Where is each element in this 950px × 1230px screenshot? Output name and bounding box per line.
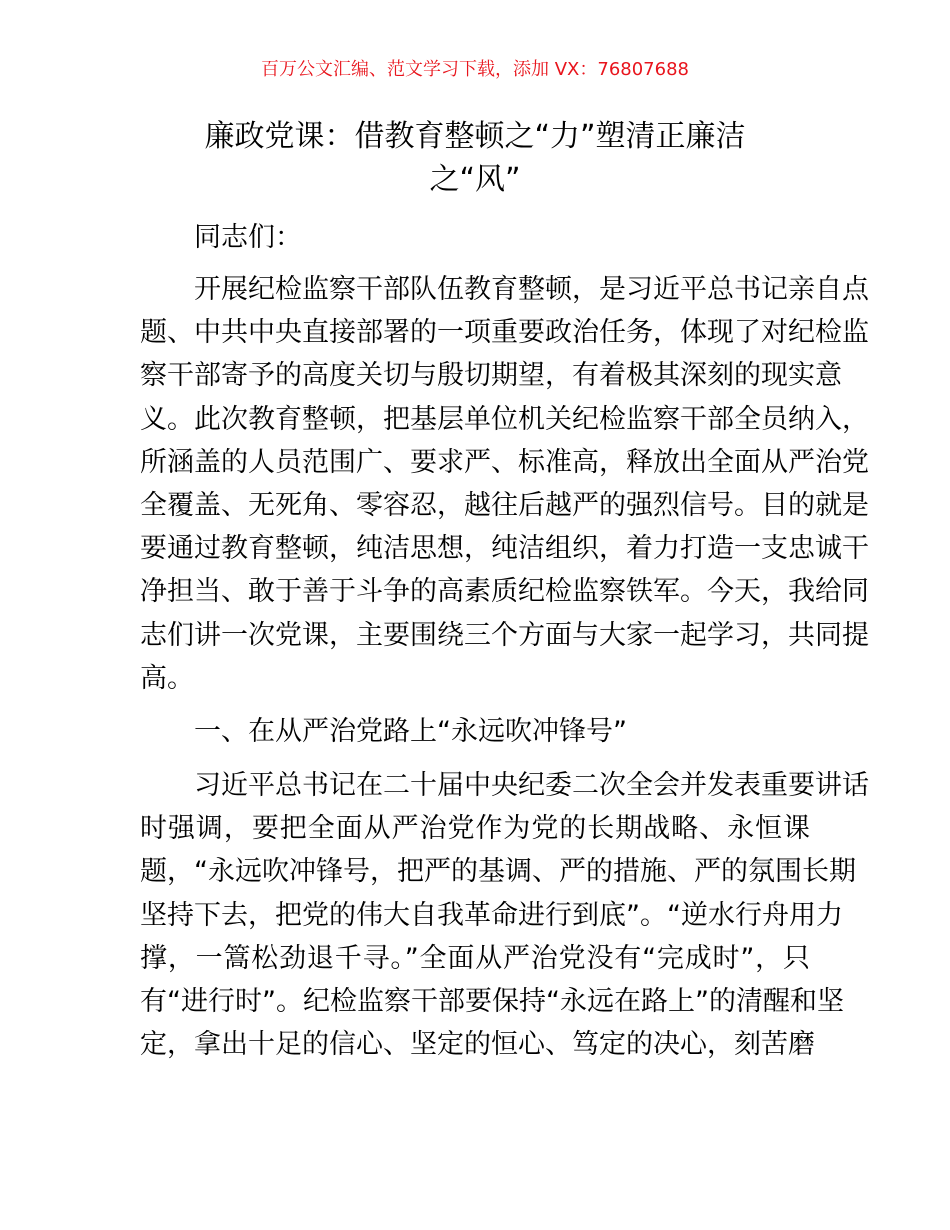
paragraph-line: 坚持下去，把党的伟大自我革命进行到底”。“逆水行舟用力 xyxy=(140,899,843,931)
paragraph-line: 定，拿出十足的信心、坚定的恒心、笃定的决心，刻苦磨 xyxy=(140,1029,815,1061)
watermark-text: 百万公文汇编、范文学习下载，添加 VX：76807688 xyxy=(261,59,689,80)
paragraph-line: 志们讲一次党课，主要围绕三个方面与大家一起学习，共同提 xyxy=(140,619,869,651)
paragraph-line: 高。 xyxy=(140,662,194,694)
paragraph-2 xyxy=(140,764,869,1066)
paragraph-line: 净担当、敢于善于斗争的高素质纪检监察铁军。今天，我给同 xyxy=(140,576,869,608)
salutation xyxy=(140,216,810,259)
paragraph-line: 题、中共中央直接部署的一项重要政治任务，体现了对纪检监 xyxy=(140,317,869,349)
document-title xyxy=(140,115,810,201)
section-heading xyxy=(140,710,810,753)
paragraph-line: 义。此次教育整顿，把基层单位机关纪检监察干部全员纳入， xyxy=(140,403,869,435)
paragraph-line: 题，“永远吹冲锋号，把严的基调、严的措施、严的氛围长期 xyxy=(140,856,856,888)
title-line: 廉政党课：借教育整顿之“力”塑清正廉洁 xyxy=(204,119,746,154)
title-line: 之“风” xyxy=(429,162,521,197)
paragraph-line: 全覆盖、无死角、零容忍，越往后越严的强烈信号。目的就是 xyxy=(140,489,869,521)
paragraph-line: 撑，一篙松劲退千寻。”全面从严治党没有“完成时”，只 xyxy=(140,942,810,974)
paragraph-line: 习近平总书记在二十届中央纪委二次全会并发表重要讲话 xyxy=(194,770,869,801)
paragraph-1 xyxy=(140,268,869,700)
paragraph-line: 所涵盖的人员范围广、要求严、标准高，释放出全面从严治党 xyxy=(140,446,869,478)
paragraph-line: 时强调，要把全面从严治党作为党的长期战略、永恒课 xyxy=(140,813,810,845)
salutation-text: 同志们： xyxy=(194,222,302,253)
paragraph-line: 要通过教育整顿，纯洁思想，纯洁组织，着力打造一支忠诚干 xyxy=(140,533,869,565)
section-1-heading: 一、在从严治党路上“永远吹冲锋号” xyxy=(194,716,627,747)
paragraph-line: 开展纪检监察干部队伍教育整顿，是习近平总书记亲自点 xyxy=(194,274,869,305)
paragraph-line: 察干部寄予的高度关切与殷切期望，有着极其深刻的现实意 xyxy=(140,360,842,392)
paragraph-line: 有“进行时”。纪检监察干部要保持“永远在路上”的清醒和坚 xyxy=(140,985,844,1017)
